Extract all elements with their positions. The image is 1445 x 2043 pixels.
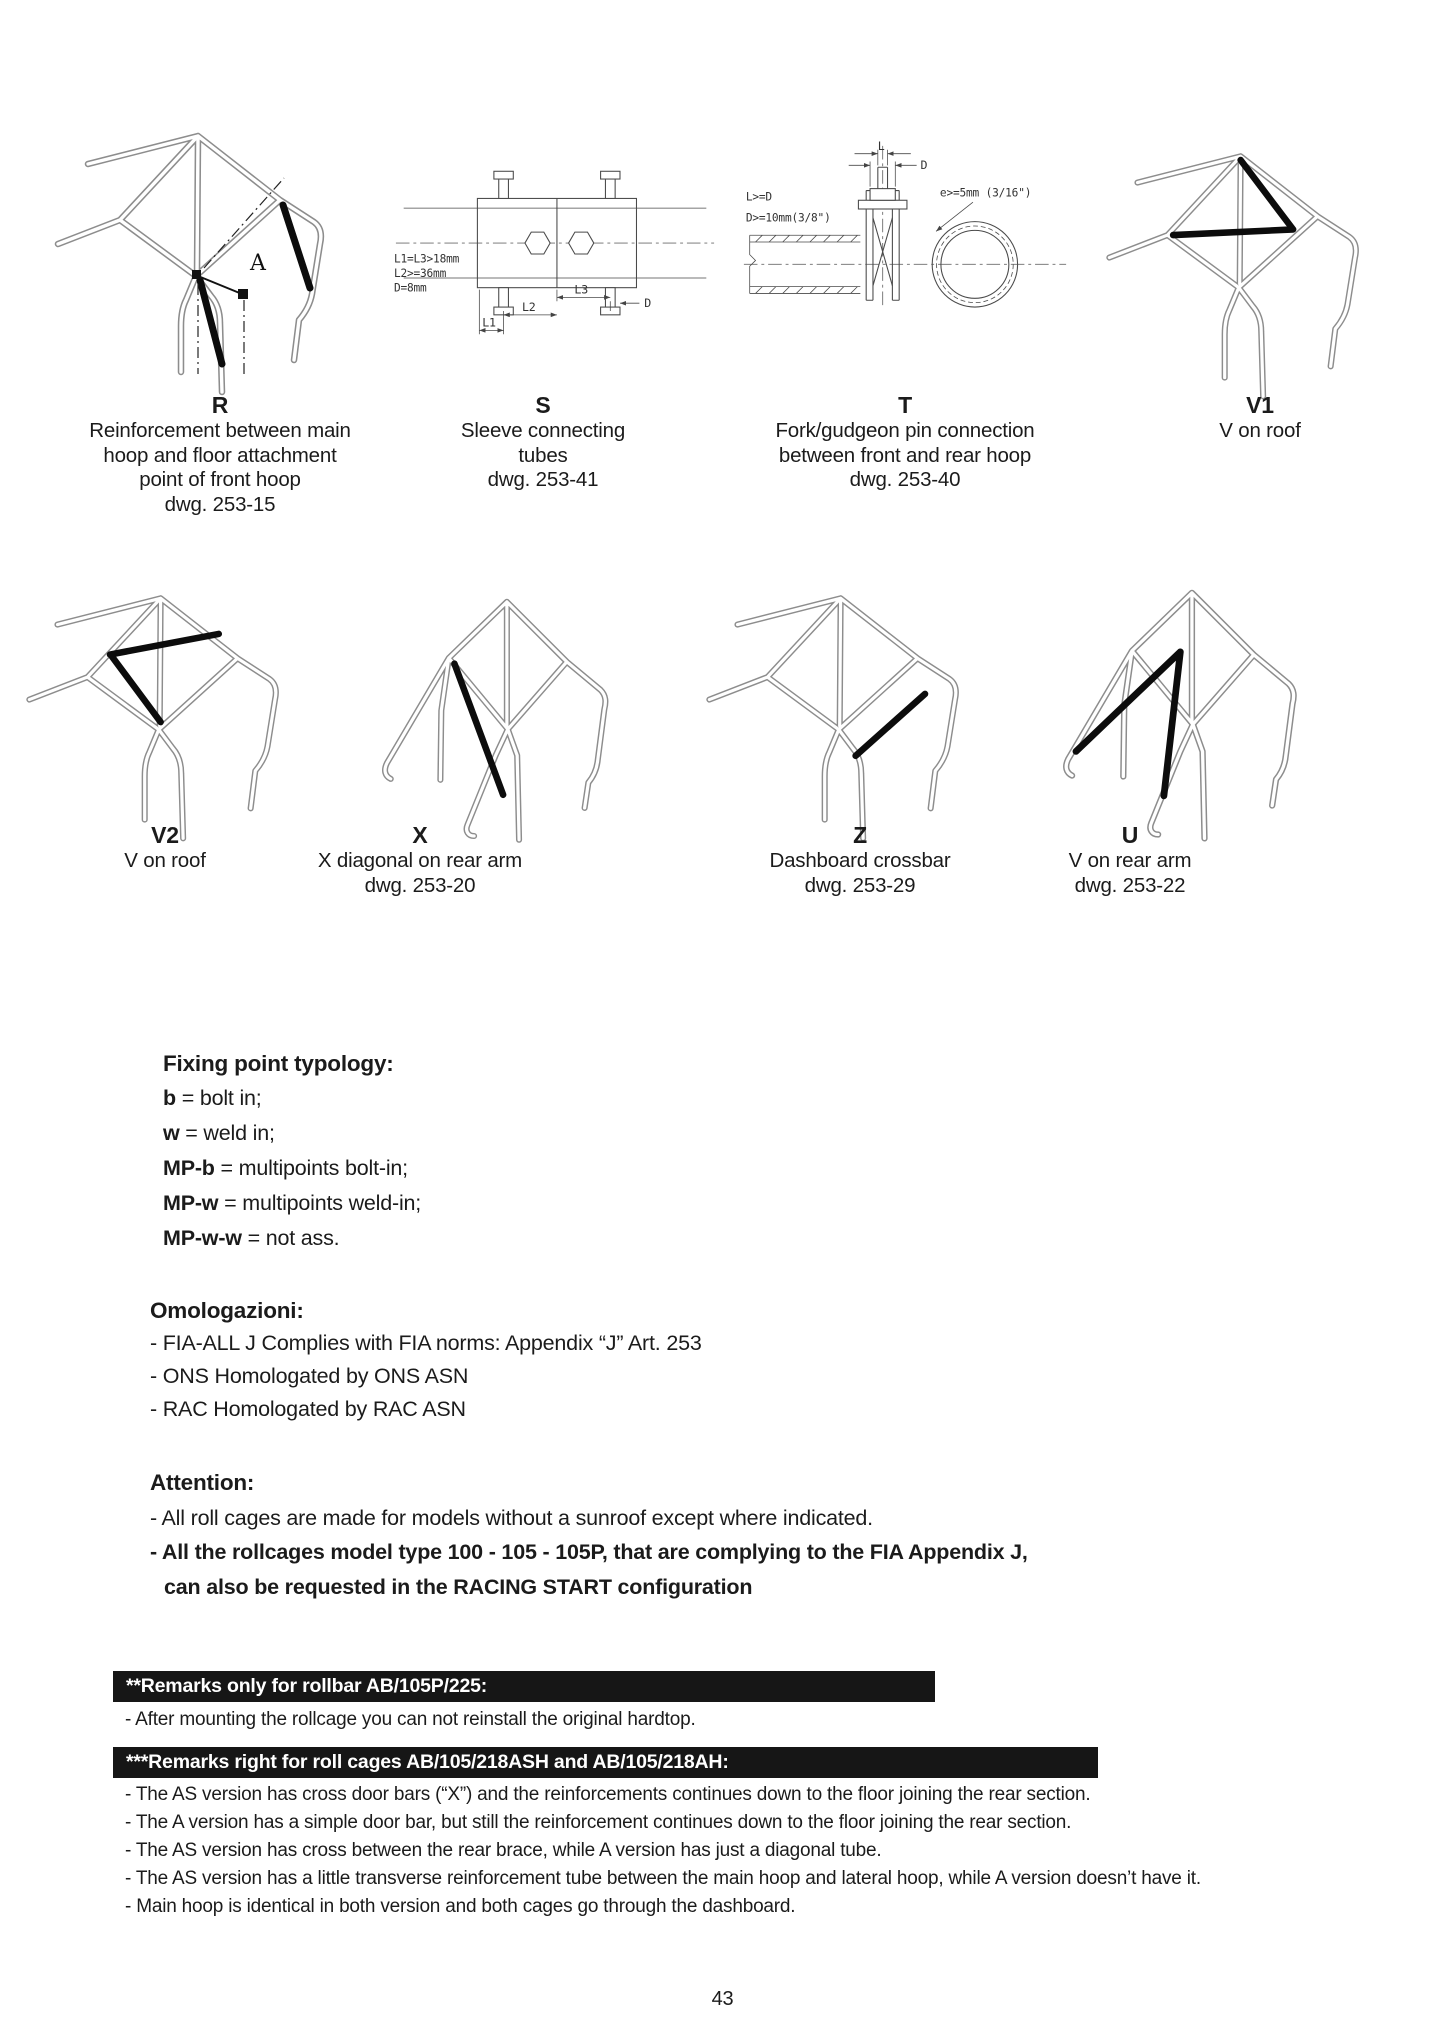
rollcage-drawing-v2	[20, 572, 320, 844]
typology-item: b = bolt in;	[163, 1086, 262, 1110]
dim-d: D	[920, 158, 928, 173]
centerlines	[744, 146, 1066, 305]
remark-item: - The AS version has a little transverse reinforcement tube between the main hoop and lateral hoop, while A version doesn’t have it.	[125, 1868, 1201, 1889]
caption-code: U	[1121, 822, 1139, 848]
caption-code: S	[535, 392, 551, 418]
caption-code: V1	[1246, 392, 1274, 418]
dim-l: L	[877, 140, 885, 153]
caption-code: V2	[151, 822, 179, 848]
remarks-list-2	[125, 1781, 1201, 1921]
remark-item: - The AS version has cross door bars (“X”) and the reinforcements continues down to the floor joining the rear section.	[125, 1784, 1091, 1805]
cage-tubes	[58, 136, 321, 392]
typology-item: MP-w-w = not ass.	[163, 1226, 340, 1250]
cage-tubes	[709, 598, 955, 838]
rollcage-drawing-z	[700, 572, 1000, 844]
section-heading: Attention:	[150, 1470, 255, 1495]
caption-v1: V1 V on roof	[1090, 392, 1430, 444]
cage-tubes	[1109, 156, 1355, 396]
caption-z: Z Dashboard crossbar dwg. 253-29	[690, 822, 1030, 898]
note-e: e>=5mm (3/16")	[939, 186, 1032, 200]
remarks-bar-rollbar-ab105p225: **Remarks only for rollbar AB/105P/225:	[113, 1671, 935, 1702]
dim-l3: L3	[574, 282, 589, 297]
remarks-bar-rollcages-ab105-218: ***Remarks right for roll cages AB/105/218ASH and AB/105/218AH:	[113, 1747, 1098, 1778]
caption-s: S Sleeve connecting tubes dwg. 253-41	[373, 392, 713, 493]
caption-v2: V2 V on roof	[0, 822, 330, 874]
caption-u: U V on rear arm dwg. 253-22	[960, 822, 1300, 898]
page-number: 43	[711, 1988, 734, 2010]
rollcage-drawing-x	[350, 570, 660, 851]
caption-code: Z	[853, 822, 867, 848]
homologation-section	[150, 1294, 702, 1426]
fixing-point-typology-section	[163, 1046, 421, 1256]
note-l1l3: L1=L3>18mm	[393, 252, 460, 266]
remark-item: - The A version has a simple door bar, but still the reinforcement continues down to the floor joining the rear section.	[125, 1812, 1072, 1833]
point-a-label: A	[250, 251, 266, 276]
attention-item-bold: can also be requested in the RACING START configuration	[164, 1574, 753, 1599]
note-d: D=8mm	[393, 281, 427, 295]
homologation-item: - RAC Homologated by RAC ASN	[150, 1397, 466, 1421]
rollcage-drawing-u	[1030, 560, 1350, 850]
caption-code: T	[898, 392, 912, 418]
note-l2: L2>=36mm	[393, 267, 447, 281]
caption-code: X	[412, 822, 428, 848]
remark-item: - After mounting the rollcage you can not reinstall the original hardtop.	[125, 1709, 696, 1730]
typology-item: w = weld in;	[163, 1121, 275, 1145]
remarks-list-1	[125, 1706, 696, 1734]
cage-tubes	[29, 598, 275, 838]
dim-l2: L2	[522, 299, 536, 314]
attention-item-bold: - All the rollcages model type 100 - 105 - 105P, that are complying to the FIA Appendix J,	[150, 1540, 1028, 1564]
section-heading: Fixing point typology:	[163, 1051, 394, 1076]
homologation-item: - FIA-ALL J Complies with FIA norms: Appendix “J” Art. 253	[150, 1331, 702, 1355]
fork-drawing-t	[740, 140, 1070, 344]
attention-item: - All roll cages are made for models without a sunroof except where indicated.	[150, 1505, 873, 1530]
rollcage-drawing-v1	[1100, 130, 1400, 402]
section-heading: Omologazioni:	[150, 1298, 304, 1323]
typology-item: MP-b = multipoints bolt-in;	[163, 1156, 408, 1180]
caption-code: R	[211, 392, 229, 418]
note-d: D>=10mm(3/8")	[745, 211, 831, 225]
caption-x: X X diagonal on rear arm dwg. 253-20	[250, 822, 590, 898]
caption-t: T Fork/gudgeon pin connection between front and rear hoop dwg. 253-40	[725, 392, 1085, 493]
attention-section	[150, 1466, 1028, 1604]
cage-tubes	[1066, 593, 1293, 839]
caption-r: R Reinforcement between main hoop and floor attachment point of front hoop dwg. 253-15	[50, 392, 390, 517]
remark-item: - Main hoop is identical in both version and both cages go through the dashboard.	[125, 1896, 796, 1917]
sleeve-drawing-s	[390, 148, 720, 342]
typology-item: MP-w = multipoints weld-in;	[163, 1191, 422, 1215]
note-l: L>=D	[745, 190, 772, 204]
dim-d: D	[644, 296, 652, 311]
remark-item: - The AS version has cross between the rear brace, while A version has just a diagonal tube.	[125, 1840, 882, 1861]
rollcage-drawing-r	[48, 108, 368, 398]
cage-tubes	[385, 602, 605, 840]
dim-l1: L1	[482, 315, 496, 330]
x-diagonal-bar	[454, 664, 503, 795]
homologation-item: - ONS Homologated by ONS ASN	[150, 1364, 469, 1388]
